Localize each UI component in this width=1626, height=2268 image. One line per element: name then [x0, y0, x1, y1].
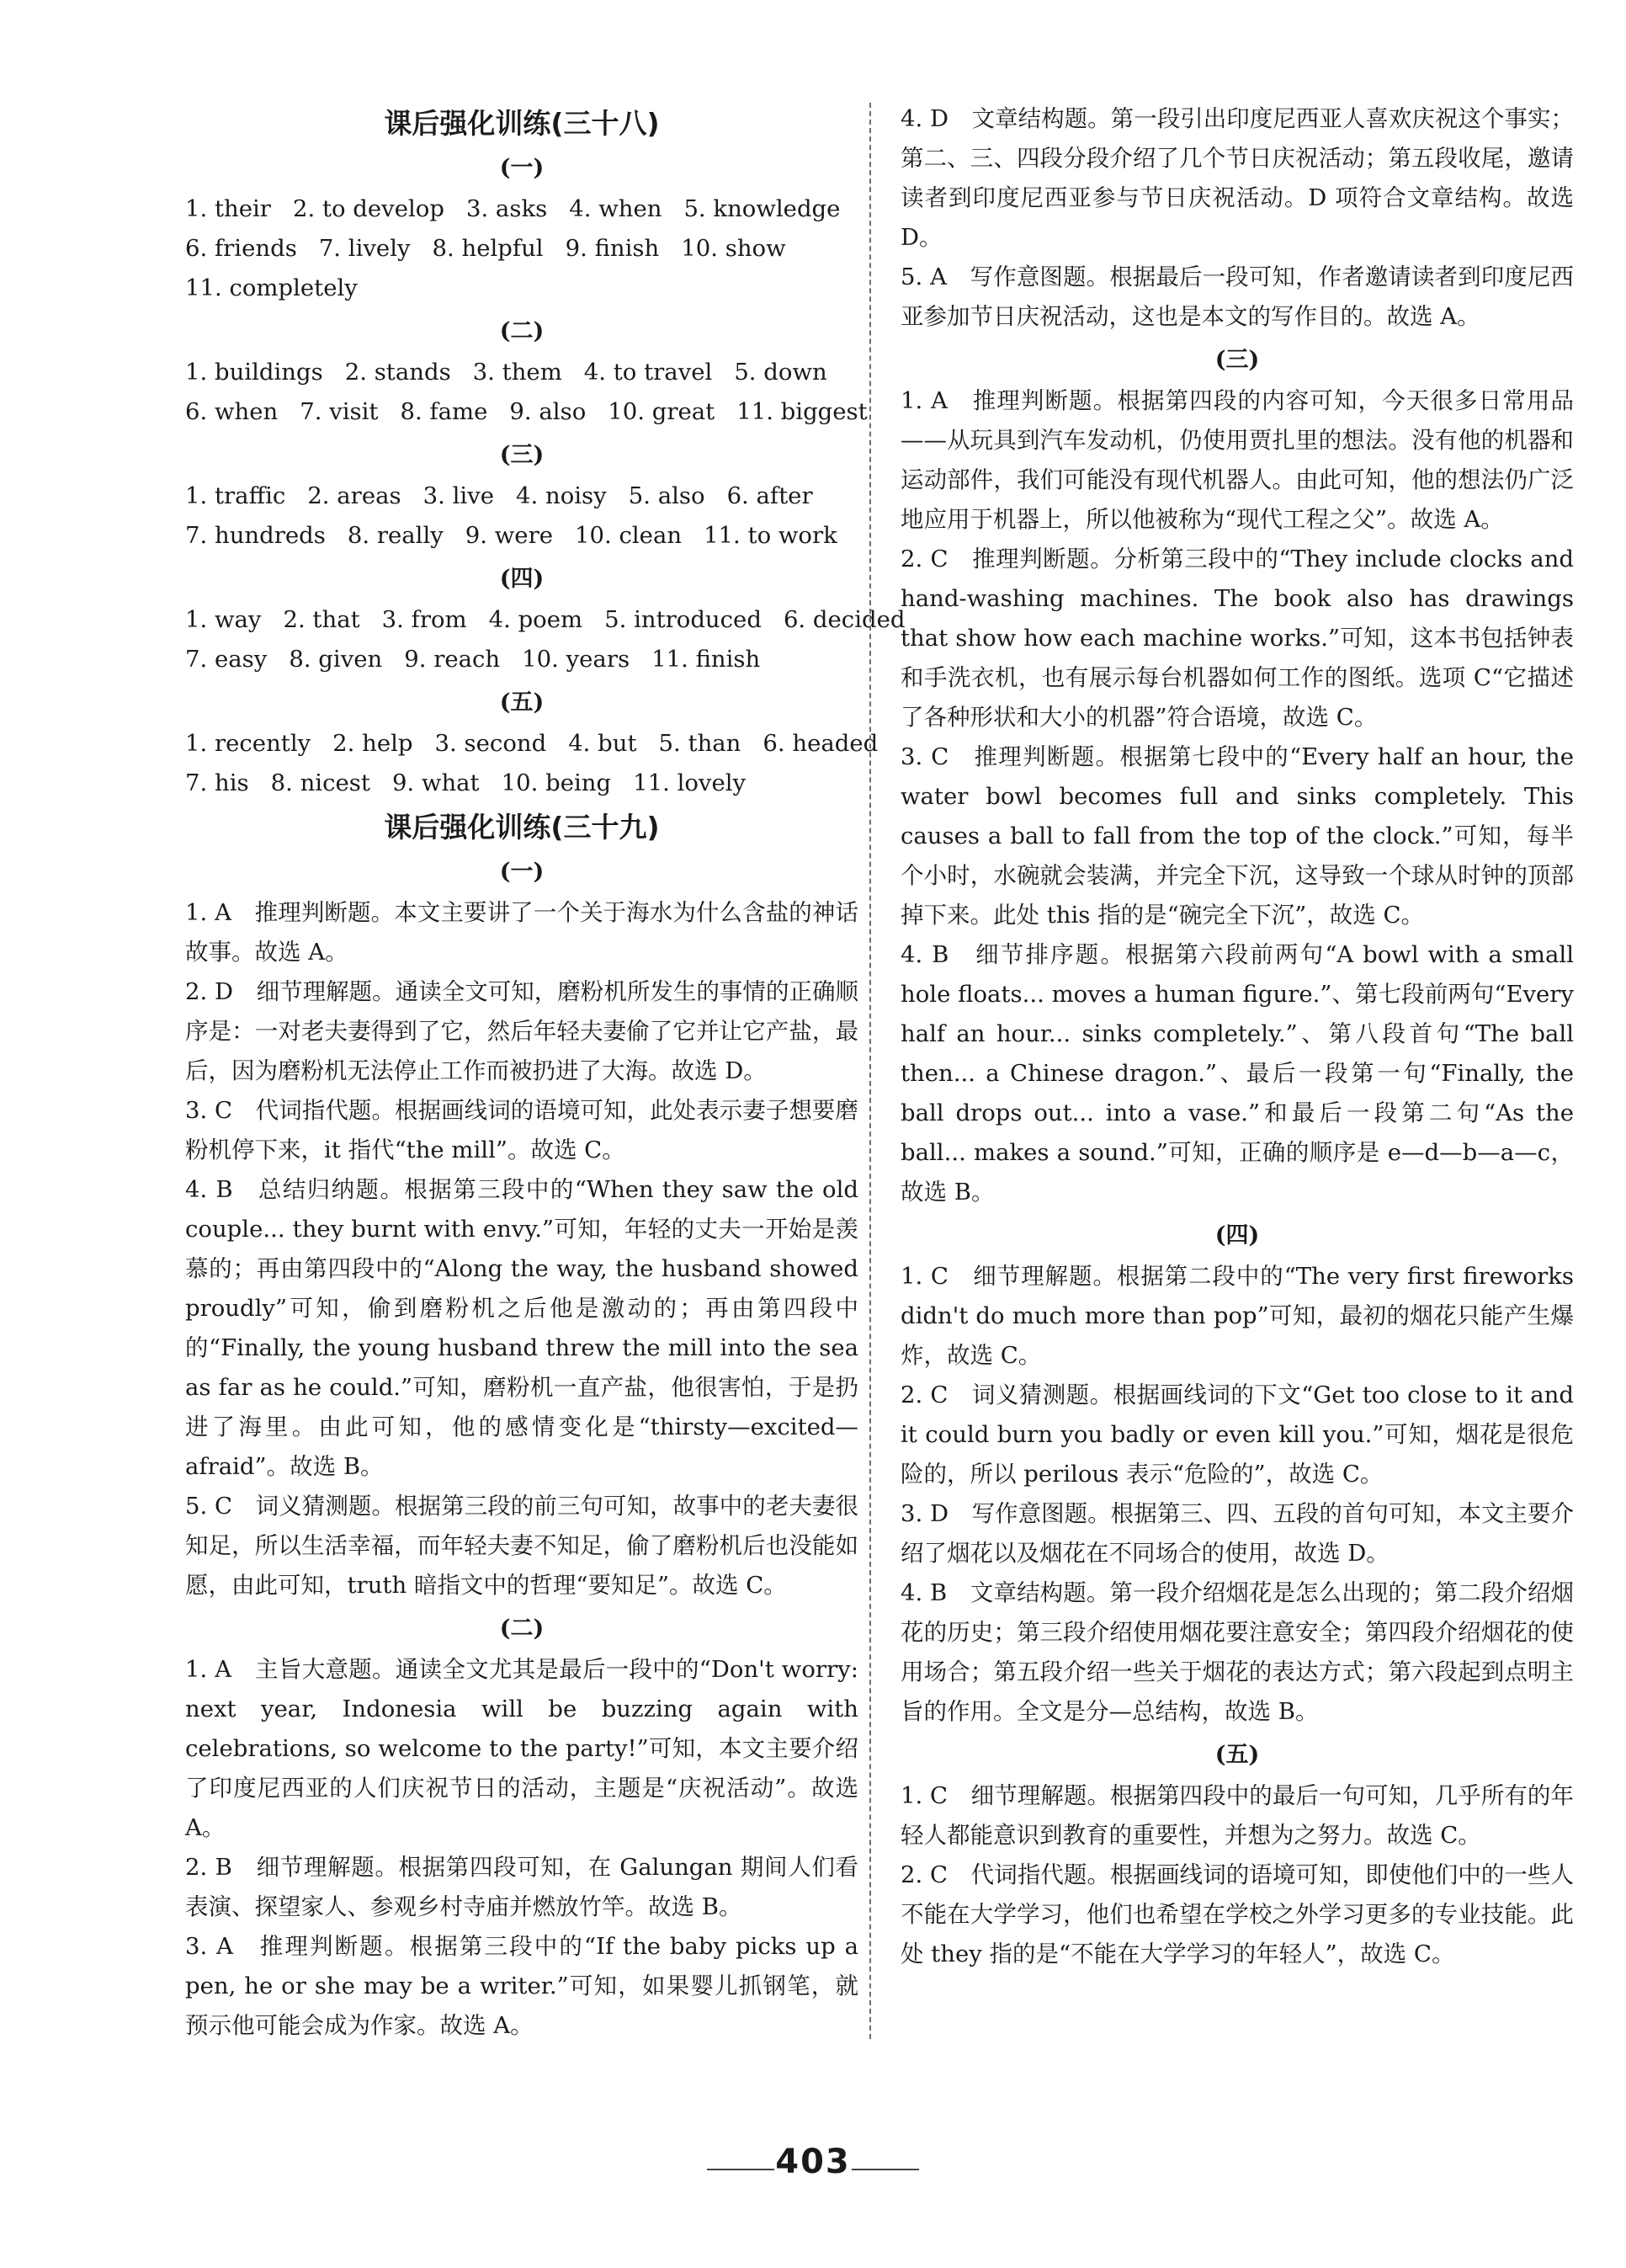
explanation-item: 5. C 词义猜测题。根据第三段的前三句可知，故事中的老夫妻很知足，所以生活幸福，而年轻夫妻不知足，偷了磨粉机后也没能如愿，由此可知，truth 暗指文中的哲理“要知足”。故选 C。 [185, 1493, 858, 1599]
right-column [901, 99, 1574, 1974]
answer-item: 5. knowledge [683, 195, 841, 222]
explanation-item: 2. C 词义猜测题。根据画线词的下文“Get too close to it and it could burn you badly or even kill you.”可知，烟花是很危险的，所以 perilous 表示“危险的”，故选 C。 [901, 1382, 1574, 1488]
column-divider [869, 103, 871, 2039]
answer-item: 3. live [422, 482, 495, 509]
answer-item: 8. given [289, 646, 383, 673]
answer-item: 2. stands [344, 359, 451, 386]
answer-row [185, 189, 858, 229]
page-number: 403 [775, 2143, 851, 2181]
answer-item: 6. when [185, 398, 279, 425]
explanation-list [901, 99, 1574, 337]
answer-item: 2. that [283, 606, 360, 633]
answer-row [185, 476, 858, 516]
answer-item: 5. introduced [604, 606, 762, 633]
section-title: 课后强化训练(三十九) [384, 811, 660, 844]
answer-item: 6. headed [763, 730, 879, 757]
explanation-item: 1. A 推理判断题。本文主要讲了一个关于海水为什么含盐的神话故事。故选 A。 [185, 899, 858, 966]
answer-item: 9. reach [404, 646, 501, 673]
answer-item: 4. but [568, 730, 637, 757]
page-number-dash [852, 2169, 919, 2170]
answer-item: 7. his [185, 769, 249, 796]
answer-row [185, 724, 879, 764]
explanation-list [901, 1257, 1574, 1732]
answer-item: 7. hundreds [185, 522, 326, 549]
answer-item: 11. finish [651, 646, 761, 673]
answer-item: 1. buildings [185, 359, 323, 386]
answer-rows [185, 353, 868, 432]
answer-item: 6. after [726, 482, 813, 509]
answer-rows [185, 600, 906, 679]
explanation-item: 1. A 主旨大意题。通读全文尤其是最后一段中的“Don't worry: next year, Indonesia will be buzzing again with celebrations, so welcome to the party!”可知，本文主要介绍了印度尼西亚的人们庆祝节日的活动，主题是“庆祝活动”。故选 A。 [185, 1656, 858, 1841]
answer-item: 7. visit [300, 398, 379, 425]
explanation-item: 4. B 总结归纳题。根据第三段中的“When they saw the old couple... they burnt with envy.”可知，年轻的丈夫一开始是羡慕的；再由第四段中的“Along the way, the husband showed proudly”可知，偷到磨粉机之后他是激动的；再由第四段中的“Finally, the young husband threw the mill into the sea as far as he could.”可知，磨粉机一直产盐，他很害怕，于是扔进了海里。由此可知，他的感情变化是“thirsty—excited—afraid”。故选 B。 [185, 1176, 858, 1480]
subsection-heading: (二) [499, 318, 545, 344]
answer-item: 4. to travel [583, 359, 713, 386]
answer-item: 7. easy [185, 646, 268, 673]
answer-item: 2. areas [307, 482, 401, 509]
answer-row [185, 392, 868, 432]
section-title: 课后强化训练(三十八) [384, 107, 660, 140]
answer-item: 8. really [347, 522, 444, 549]
explanation-item: 1. C 细节理解题。根据第四段中的最后一句可知，几乎所有的年轻人都能意识到教育的重要性，并想为之努力。故选 C。 [901, 1782, 1574, 1849]
answer-item: 2. help [332, 730, 413, 757]
answer-item: 5. also [628, 482, 705, 509]
answer-item: 7. lively [318, 235, 411, 262]
explanation-item: 4. D 文章结构题。第一段引出印度尼西亚人喜欢庆祝这个事实；第二、三、四段分段介绍了几个节日庆祝活动；第五段收尾，邀请读者到印度尼西亚参与节日庆祝活动。D 项符合文章结构。故选 D。 [901, 105, 1574, 251]
answer-item: 6. decided [783, 606, 906, 633]
answer-item: 10. being [501, 769, 612, 796]
subsection-heading: (五) [499, 689, 545, 716]
answer-item: 3. second [434, 730, 547, 757]
answer-item: 9. were [465, 522, 553, 549]
subsection-heading: (五) [1214, 1742, 1260, 1768]
answer-item: 10. great [608, 398, 715, 425]
answer-item: 10. years [522, 646, 630, 673]
answer-item: 2. to develop [292, 195, 444, 222]
answer-item: 11. completely [185, 274, 358, 301]
subsection-heading: (四) [499, 566, 545, 592]
answer-item: 9. also [509, 398, 587, 425]
explanation-item: 2. C 推理判断题。分析第三段中的“They include clocks and hand-washing machines. The book also has drawings that show how each machine works.”可知，这本书包括钟表和手洗衣机，也有展示每台机器如何工作的图纸。选项 C“它描述了各种形状和大小的机器”符合语境，故选 C。 [901, 546, 1574, 731]
answer-item: 11. biggest [736, 398, 868, 425]
answer-item: 8. nicest [270, 769, 370, 796]
answer-item: 5. down [734, 359, 827, 386]
explanation-item: 4. B 细节排序题。根据第六段前两句“A bowl with a small hole floats... moves a human figure.”、第七段前两句“Every half an hour... sinks completely.”、第八段首句“The ball then... a Chinese dragon.”、最后一段第一句“Finally, the ball drops out... into a vase.”和最后一段第二句“As the ball... makes a sound.”可知，正确的顺序是 e—d—b—a—c，故选 B。 [901, 941, 1574, 1206]
answer-rows [185, 724, 879, 803]
left-column [185, 99, 906, 2046]
explanation-item: 3. C 推理判断题。根据第七段中的“Every half an hour, the water bowl becomes full and sinks completely. This causes a ball to fall from the top of the clock.”可知，每半个小时，水碗就会装满，并完全下沉，这导致一个球从时钟的顶部掉下来。此处 this 指的是“碗完全下沉”，故选 C。 [901, 743, 1574, 929]
answer-row [185, 229, 858, 269]
subsection-heading: (一) [499, 155, 545, 181]
explanation-list [901, 381, 1574, 1212]
answer-item: 3. them [472, 359, 562, 386]
answer-item: 11. lovely [633, 769, 747, 796]
answer-item: 8. helpful [432, 235, 544, 262]
answer-item: 1. way [185, 606, 262, 633]
answer-item: 11. to work [704, 522, 837, 549]
answer-item: 10. clean [575, 522, 683, 549]
explanation-item: 2. D 细节理解题。通读全文可知，磨粉机所发生的事情的正确顺序是：一对老夫妻得到了它，然后年轻夫妻偷了它并让它产盐，最后，因为磨粉机无法停止工作而被扔进了大海。故选 D。 [185, 978, 858, 1084]
answer-row [185, 764, 858, 803]
explanation-item: 4. B 文章结构题。第一段介绍烟花是怎么出现的；第二段介绍烟花的历史；第三段介绍使用烟花要注意安全；第四段介绍烟花的使用场合；第五段介绍一些关于烟花的表达方式；第六段起到点明主旨的作用。全文是分—总结构，故选 B。 [901, 1579, 1574, 1725]
answer-item: 1. recently [185, 730, 311, 757]
explanation-item: 3. D 写作意图题。根据第三、四、五段的首句可知，本文主要介绍了烟花以及烟花在不同场合的使用，故选 D。 [901, 1500, 1574, 1567]
answer-row [185, 353, 858, 392]
subsection-heading: (四) [1214, 1222, 1260, 1248]
answer-item: 9. what [391, 769, 480, 796]
answer-item: 9. finish [565, 235, 660, 262]
answer-rows [185, 476, 858, 556]
subsection-heading: (一) [499, 859, 545, 885]
answer-item: 5. than [658, 730, 741, 757]
answer-rows [185, 189, 858, 308]
answer-item: 1. traffic [185, 482, 286, 509]
explanation-item: 2. B 细节理解题。根据第四段可知，在 Galungan 期间人们看表演、探望家人、参观乡村寺庙并燃放竹竿。故选 B。 [185, 1854, 858, 1920]
explanation-item: 2. C 代词指代题。根据画线词的语境可知，即使他们中的一些人不能在大学学习，他们也希望在学校之外学习更多的专业技能。此处 they 指的是“不能在大学学习的年轻人”，故选 C。 [901, 1861, 1574, 1967]
explanation-item: 1. C 细节理解题。根据第二段中的“The very first fireworks didn't do much more than pop”可知，最初的烟花只能产生爆炸，故选 C。 [901, 1263, 1574, 1369]
explanation-item: 3. C 代词指代题。根据画线词的语境可知，此处表示妻子想要磨粉机停下来，it 指代“the mill”。故选 C。 [185, 1097, 858, 1163]
answer-item: 3. asks [465, 195, 548, 222]
answer-row [185, 640, 858, 679]
subsection-heading: (三) [499, 442, 545, 468]
subsection-heading: (二) [499, 1616, 545, 1642]
answer-item: 1. their [185, 195, 271, 222]
answer-item: 4. when [569, 195, 662, 222]
answer-item: 8. fame [400, 398, 488, 425]
answer-item: 4. poem [488, 606, 583, 633]
answer-item: 4. noisy [516, 482, 607, 509]
answer-item: 6. friends [185, 235, 297, 262]
answer-row [185, 269, 858, 308]
answer-item: 10. show [681, 235, 786, 262]
subsection-heading: (三) [1214, 347, 1260, 373]
explanation-list [185, 1650, 858, 2046]
explanation-item: 1. A 推理判断题。根据第四段的内容可知，今天很多日常用品——从玩具到汽车发动机，仍使用贾扎里的想法。没有他的机器和运动部件，我们可能没有现代机器人。由此可知，他的想法仍广泛地应用于机器上，所以他被称为“现代工程之父”。故选 A。 [901, 387, 1574, 533]
answer-row [185, 600, 906, 640]
explanation-item: 5. A 写作意图题。根据最后一段可知，作者邀请读者到印度尼西亚参加节日庆祝活动，这也是本文的写作目的。故选 A。 [901, 264, 1574, 330]
explanation-list [185, 893, 858, 1605]
explanation-list [901, 1776, 1574, 1974]
answer-row [185, 516, 858, 556]
explanation-item: 3. A 推理判断题。根据第三段中的“If the baby picks up a pen, he or she may be a writer.”可知，如果婴儿抓钢笔，就预示他可能会成为作家。故选 A。 [185, 1933, 858, 2039]
answer-item: 3. from [381, 606, 467, 633]
